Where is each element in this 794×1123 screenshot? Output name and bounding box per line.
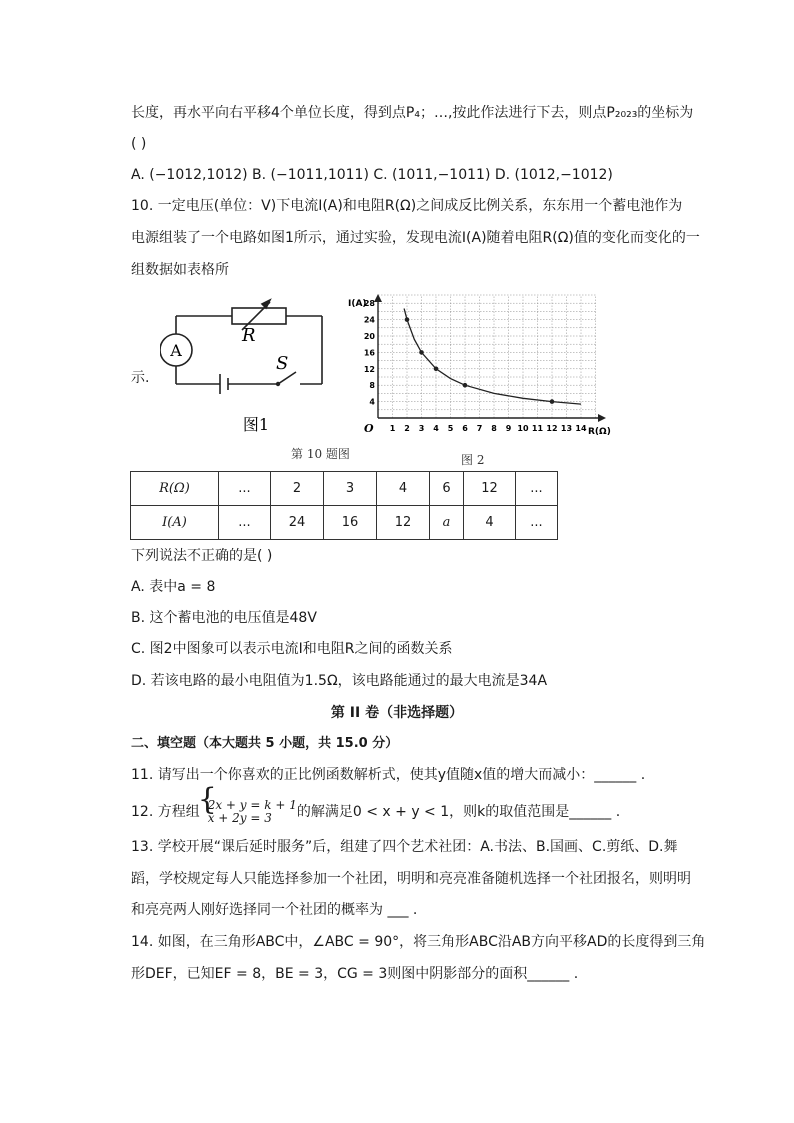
table-cell: 24 bbox=[271, 506, 324, 540]
x-tick-label: 5 bbox=[447, 424, 454, 433]
section2-title: 二、填空题（本大题共 5 小题，共 15.0 分） bbox=[131, 736, 399, 751]
q9-options: A. (−1012,1012) B. (−1011,1011) C. (1011,−1011) D. (1012,−1012) bbox=[131, 167, 613, 183]
table-cell: R(Ω) bbox=[131, 472, 219, 506]
table-cell: ... bbox=[516, 506, 558, 540]
data-point bbox=[463, 383, 468, 388]
y-tick-label: 8 bbox=[369, 381, 375, 391]
table-cell: 2 bbox=[271, 472, 324, 506]
series-line bbox=[404, 309, 581, 405]
x-tick-label: 4 bbox=[433, 424, 439, 433]
table-cell: 6 bbox=[430, 472, 464, 506]
x-tick-label: 9 bbox=[505, 424, 512, 433]
x-tick-label: 2 bbox=[404, 424, 410, 433]
q9-line1: 长度，再水平向右平移4个单位长度，得到点P₄；…,按此作法进行下去，则点P₂₀₂₃的坐标为 bbox=[131, 105, 694, 121]
equation-1: 2x + y = k + 1 bbox=[207, 798, 297, 812]
q13-line1: 13. 学校开展“课后延时服务”后，组建了四个艺术社团：A.书法、B.国画、C.剪纸、D.舞 bbox=[131, 839, 678, 855]
q10-stem: 下列说法不正确的是( ) bbox=[131, 548, 273, 564]
equation-system bbox=[200, 799, 297, 825]
table-cell: ... bbox=[516, 472, 558, 506]
data-point bbox=[419, 350, 424, 355]
circuit-diagram bbox=[160, 296, 330, 436]
equation-2: x + 2y = 3 bbox=[207, 811, 272, 825]
y-tick-label: 24 bbox=[363, 315, 375, 325]
x-tick-label: 8 bbox=[491, 424, 497, 433]
table-cell: 12 bbox=[464, 472, 516, 506]
fig-caption: 第 10 题图 bbox=[291, 447, 350, 461]
data-table bbox=[130, 471, 558, 540]
y-tick-label: 4 bbox=[369, 397, 375, 407]
current-resistance-graph bbox=[344, 292, 616, 444]
ammeter-label: A bbox=[170, 341, 182, 360]
table-cell: 4 bbox=[464, 506, 516, 540]
q12 bbox=[131, 799, 620, 825]
q10-option-a: A. 表中a = 8 bbox=[131, 579, 216, 595]
q10-line3: 组数据如表格所 bbox=[131, 262, 229, 278]
switch-label: S bbox=[276, 353, 289, 374]
x-tick-label: 13 bbox=[560, 424, 573, 433]
y-tick-label: 20 bbox=[363, 332, 375, 341]
table-row bbox=[131, 506, 558, 540]
data-point bbox=[434, 367, 439, 372]
q12-suffix: 的解满足0 < x + y < 1，则k的取值范围是______ . bbox=[296, 804, 621, 820]
fig2-caption: 图 2 bbox=[461, 453, 485, 467]
table-cell: 12 bbox=[377, 506, 430, 540]
q14-line1: 14. 如图，在三角形ABC中，∠ABC = 90°，将三角形ABC沿AB方向平移AD的长度得到三角 bbox=[131, 934, 706, 950]
table-cell: I(A) bbox=[131, 506, 219, 540]
q9-answer-paren: ( ) bbox=[131, 136, 147, 152]
q10-shi: 示. bbox=[131, 370, 150, 386]
y-tick-label: 28 bbox=[363, 299, 375, 309]
origin-label: O bbox=[364, 422, 374, 435]
part2-title: 第 II 卷（非选择题） bbox=[330, 705, 464, 721]
table-cell: 16 bbox=[324, 506, 377, 540]
x-tick-label: 10 bbox=[517, 424, 529, 433]
data-point bbox=[550, 399, 555, 404]
resistor-label: R bbox=[242, 325, 256, 346]
x-tick-label: 7 bbox=[476, 424, 483, 433]
table-cell: 3 bbox=[324, 472, 377, 506]
q10-option-c: C. 图2中图象可以表示电流I和电阻R之间的函数关系 bbox=[131, 641, 453, 657]
q10-option-b: B. 这个蓄电池的电压值是48V bbox=[131, 610, 317, 626]
q14-line2: 形DEF，已知EF = 8，BE = 3，CG = 3则图中阴影部分的面积______ . bbox=[131, 966, 579, 982]
q13-line3: 和亮亮两人刚好选择同一个社团的概率为 ___ . bbox=[131, 902, 418, 918]
y-tick-label: 12 bbox=[363, 364, 375, 374]
table-cell: ... bbox=[219, 506, 271, 540]
q11: 11. 请写出一个你喜欢的正比例函数解析式，使其y值随x值的增大而减小：______ . bbox=[131, 767, 646, 783]
q10-line2: 电源组装了一个电路如图1所示，通过实验，发现电流I(A)随着电阻R(Ω)值的变化而变化的一 bbox=[131, 230, 700, 246]
x-tick-label: 3 bbox=[418, 424, 425, 433]
q10-option-d: D. 若该电路的最小电阻值为1.5Ω，该电路能通过的最大电流是34A bbox=[131, 673, 548, 689]
q10-line1: 10. 一定电压(单位：V)下电流I(A)和电阻R(Ω)之间成反比例关系，东东用一个蓄电池作为 bbox=[131, 198, 683, 214]
data-point bbox=[405, 317, 410, 322]
x-tick-label: 6 bbox=[462, 424, 468, 433]
table-row bbox=[131, 472, 558, 506]
table-cell: 4 bbox=[377, 472, 430, 506]
x-axis-title: R(Ω) bbox=[588, 427, 611, 437]
y-tick-label: 16 bbox=[363, 348, 375, 358]
table-cell: a bbox=[430, 506, 464, 540]
x-tick-label: 1 bbox=[389, 424, 396, 433]
table-cell: ... bbox=[219, 472, 271, 506]
q12-prefix: 12. 方程组 bbox=[131, 804, 200, 820]
fig1-caption: 图1 bbox=[242, 415, 270, 434]
x-tick-label: 12 bbox=[546, 424, 558, 433]
y-axis-title: I(A) bbox=[348, 299, 367, 309]
x-tick-label: 14 bbox=[575, 424, 587, 433]
x-tick-label: 11 bbox=[531, 424, 544, 433]
q13-line2: 蹈，学校规定每人只能选择参加一个社团，明明和亮亮准备随机选择一个社团报名，则明明 bbox=[131, 871, 691, 887]
